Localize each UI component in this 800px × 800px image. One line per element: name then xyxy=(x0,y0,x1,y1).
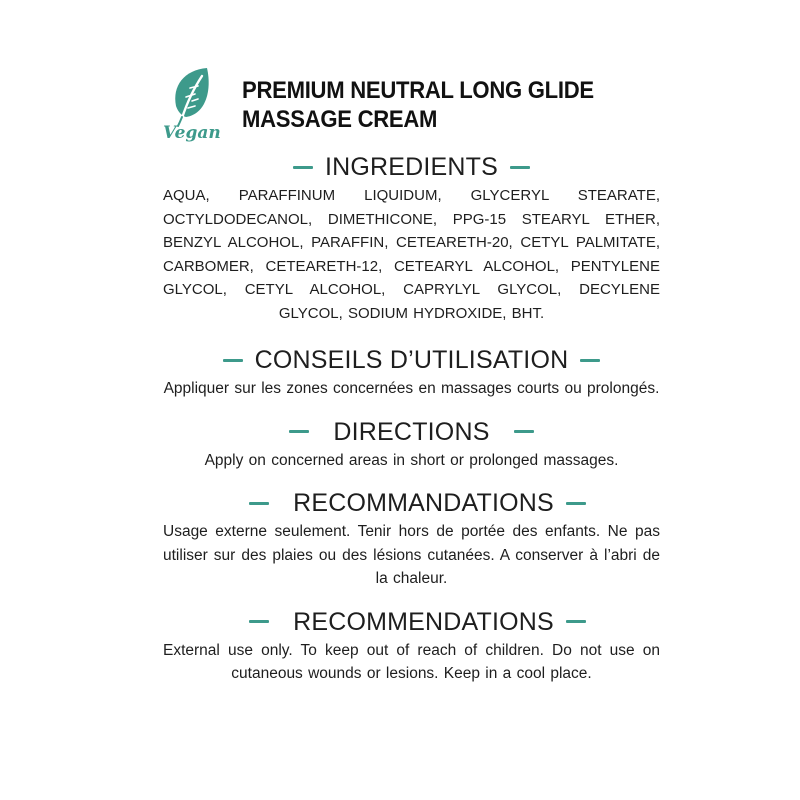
recommandations-heading-text: RECOMMANDATIONS xyxy=(293,489,554,517)
heading-dash-left xyxy=(223,359,243,362)
product-header xyxy=(162,66,662,142)
directions-heading-text: DIRECTIONS xyxy=(333,417,490,446)
directions-section xyxy=(163,415,660,473)
recommendations-text: External use only. To keep out of reach of children. Do not use on cutaneous wounds or lesions. Keep in a cool place. xyxy=(163,641,660,682)
label-content xyxy=(163,150,660,686)
heading-dash-right xyxy=(566,620,586,623)
vegan-logo xyxy=(162,66,232,142)
recommandations-text: Usage externe seulement. Tenir hors de portée des enfants. Ne pas utiliser sur des plaies ou des lésions cutanées. A conserver à l’abri de la chaleur. xyxy=(163,523,660,587)
ingredients-section xyxy=(163,150,660,325)
product-title xyxy=(242,76,594,134)
conseils-text: Appliquer sur les zones concernées en massages courts ou prolongés. xyxy=(163,380,660,397)
ingredients-heading-text: INGREDIENTS xyxy=(324,153,499,181)
conseils-heading xyxy=(163,343,660,377)
heading-dash-right xyxy=(514,430,534,433)
conseils-section xyxy=(163,343,660,401)
vegan-text: Vegan xyxy=(163,123,221,142)
heading-dash-left xyxy=(289,430,309,433)
recommandations-heading xyxy=(163,486,660,520)
heading-dash-right xyxy=(580,359,600,362)
directions-heading xyxy=(163,415,660,449)
heading-dash-left xyxy=(293,166,313,169)
heading-dash-right xyxy=(566,502,586,505)
recommendations-heading-text: RECOMMENDATIONS xyxy=(293,607,554,636)
ingredients-text: AQUA, PARAFFINUM LIQUIDUM, GLYCERYL STEARATE, OCTYLDODECANOL, DIMETHICONE, PPG-15 STEARYL ETHER, BENZYL ALCOHOL, PARAFFIN, CETEARETH-20, CETYL PALMITATE, CARBOMER, CETEARETH-12, CETEARYL ALCOHOL, PENTYLENE GLYCOL, CETYL ALCOHOL, CAPRYLYL GLYCOL, DECYLENE GLYCOL, SODIUM HYDROXIDE, BHT. xyxy=(163,187,660,322)
recommandations-section xyxy=(163,486,660,591)
heading-dash-left xyxy=(249,620,269,623)
heading-dash-left xyxy=(249,502,269,505)
ingredients-heading xyxy=(163,150,660,184)
recommendations-section xyxy=(163,605,660,686)
recommendations-heading xyxy=(163,605,660,639)
conseils-heading-text: CONSEILS D’UTILISATION xyxy=(254,346,569,374)
product-title-line1: PREMIUM NEUTRAL LONG GLIDE xyxy=(242,77,594,104)
product-title-line2: MASSAGE CREAM xyxy=(242,106,438,133)
heading-dash-right xyxy=(510,166,530,169)
directions-text: Apply on concerned areas in short or prolonged massages. xyxy=(204,451,619,469)
leaf-icon xyxy=(162,66,232,142)
